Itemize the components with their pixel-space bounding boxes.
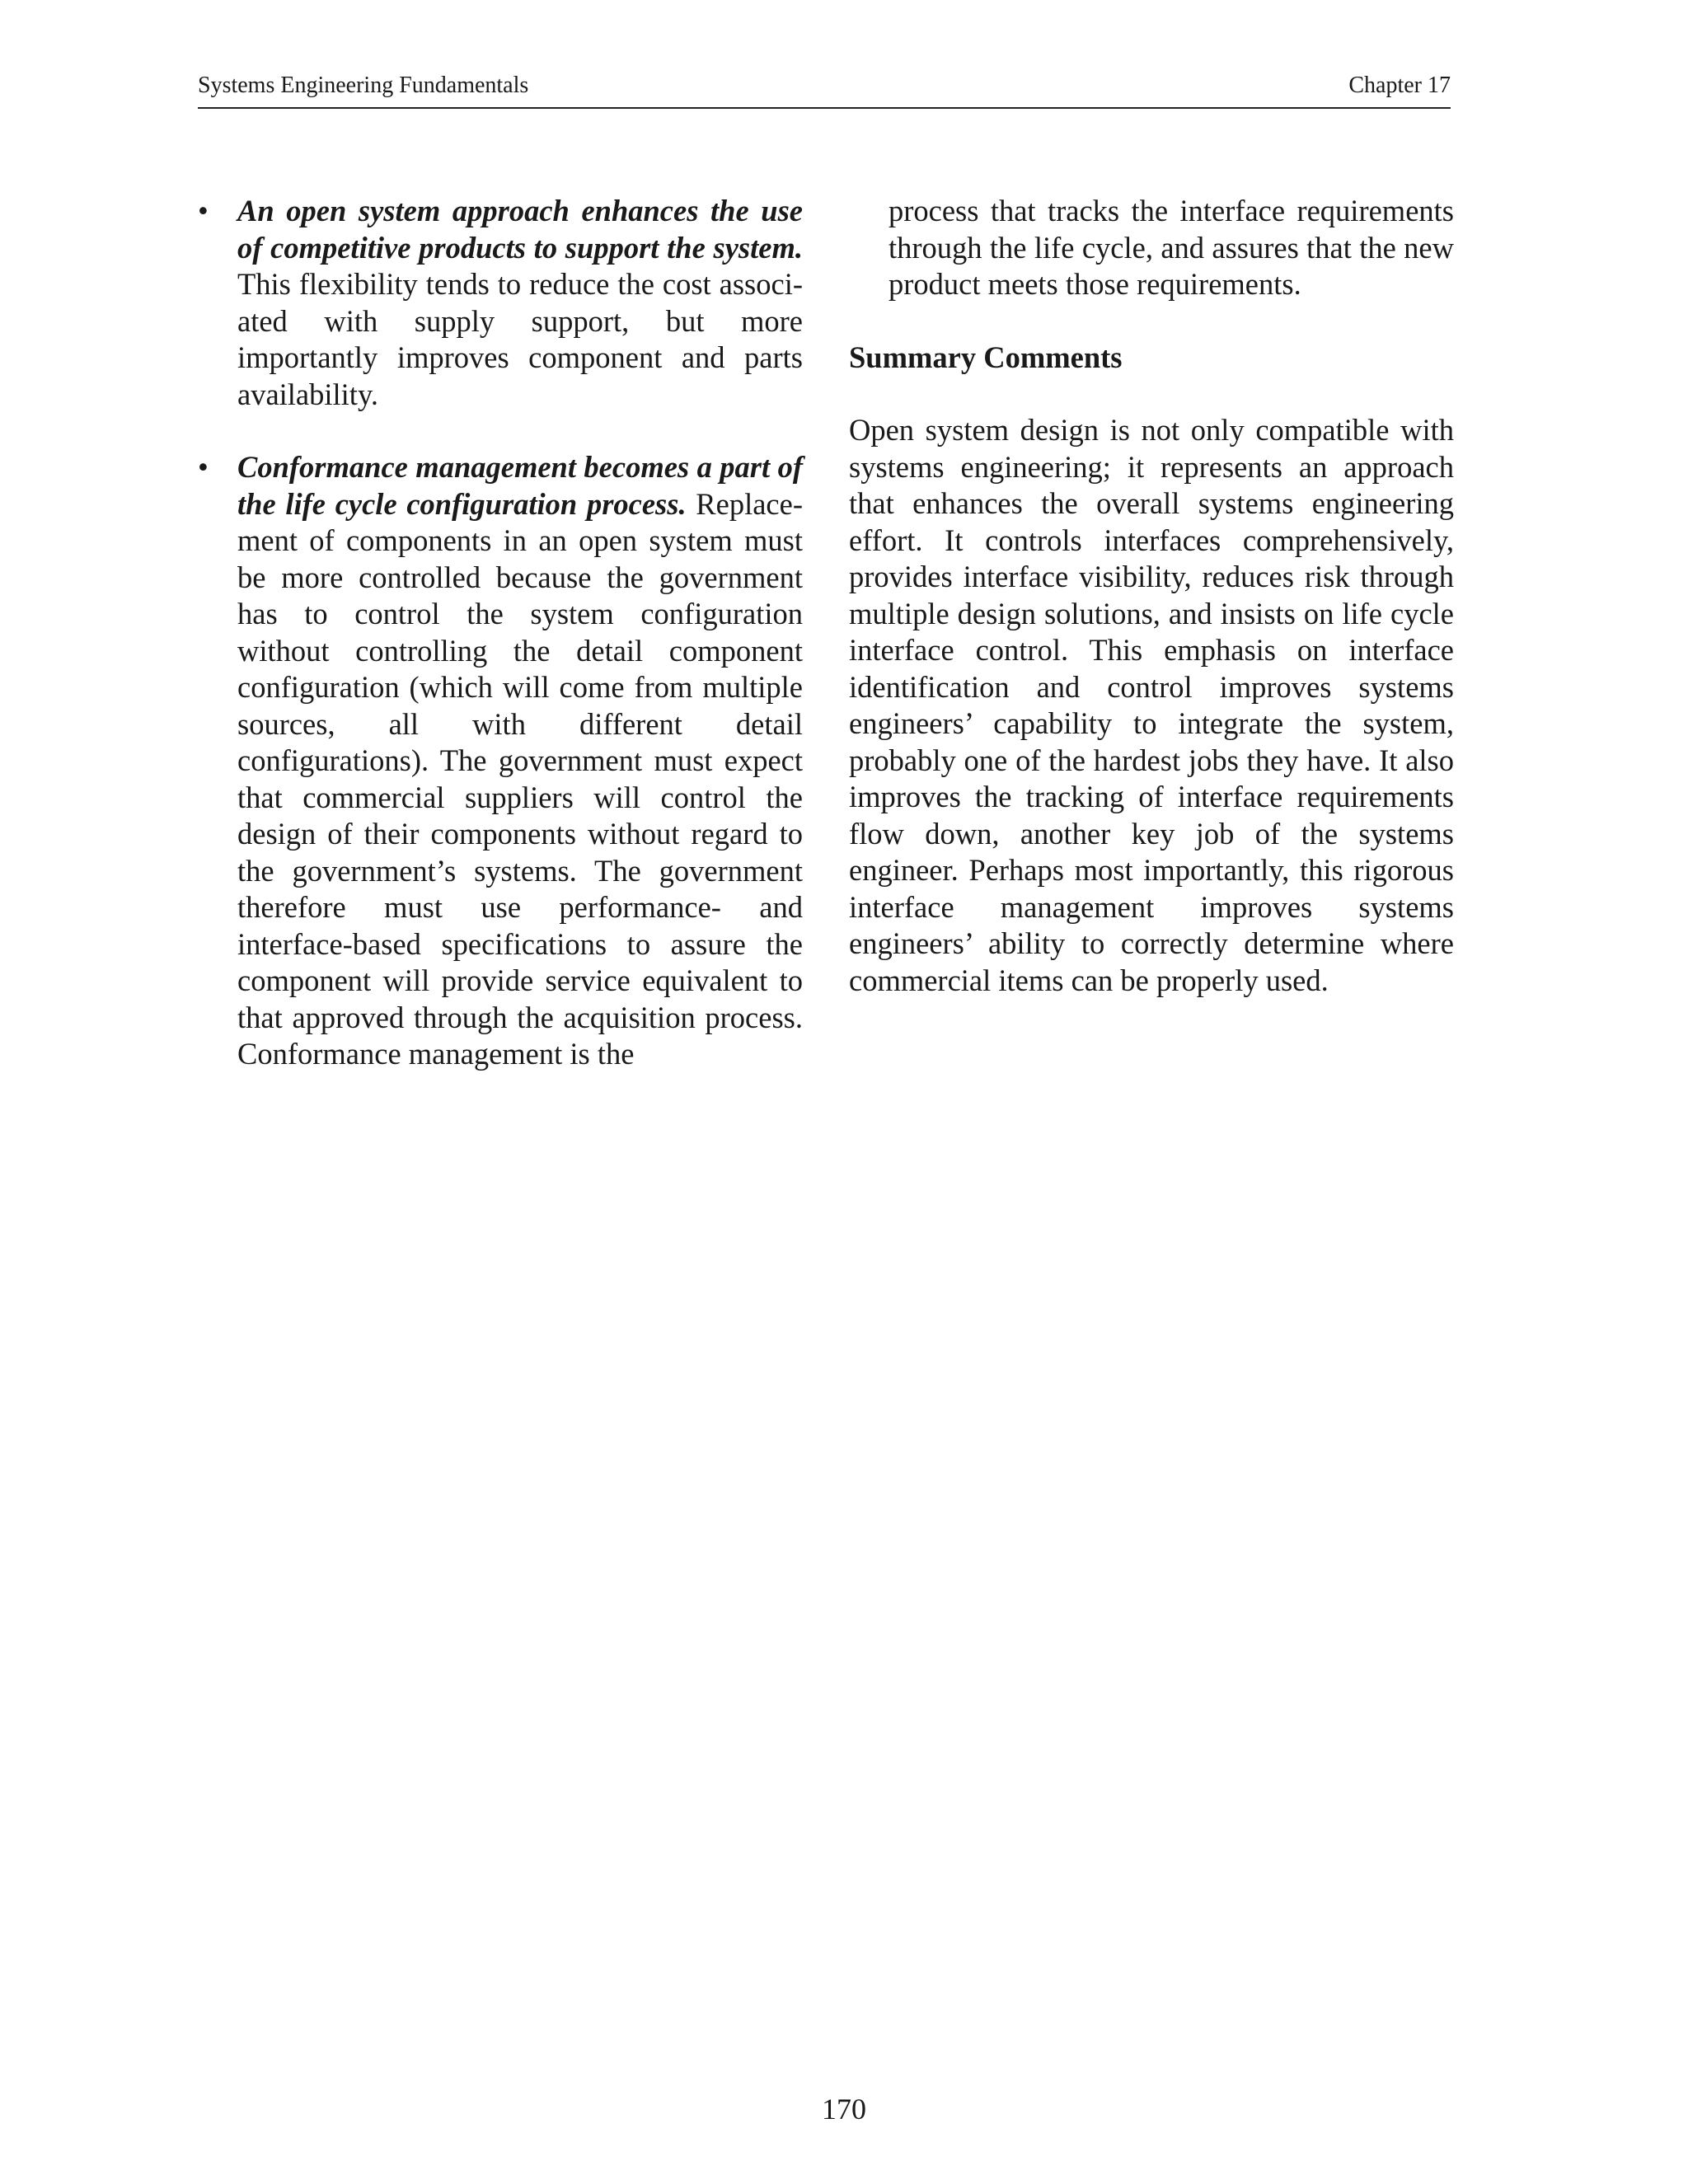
- bullet-lead-in: Conformance management becomes a part of the life cycle configuration process.: [237, 450, 803, 521]
- right-column: [849, 193, 1454, 999]
- left-column: [198, 193, 803, 1073]
- bullet-item: [198, 193, 803, 413]
- bullet-icon: •: [198, 450, 209, 484]
- bullet-icon: •: [198, 194, 209, 227]
- section-heading: Summary Comments: [849, 340, 1123, 374]
- bullet-item: [198, 449, 803, 1073]
- page-number: 170: [822, 2093, 866, 2125]
- bullet-continuation: process that tracks the interface requirements through the life cycle, and assures that the new product meets those requirements.: [889, 194, 1454, 301]
- body-paragraph: Open system design is not only compatible with systems engineering; it represents an approach that enhances the overall systems engineering effort. It controls interfaces comprehensively, provides interface visibility, reduces risk through multiple design solutions, and insists on life cycle interface control. This emphasis on interface identification and control improves systems engineers’ capability to integrate the system, probably one of the hardest jobs they have. It also improves the tracking of interface requirements flow down, another key job of the systems engineer. Perhaps most importantly, this rigorous interface management improves systems engineers’ ability to correctly determine where commercial items can be properly used.: [849, 413, 1454, 997]
- bullet-body: This flexibility tends to reduce the cost associated with supply support, but more importantly improves component and parts availability.: [237, 267, 803, 411]
- chapter-label: Chapter 17: [1348, 73, 1451, 98]
- bullet-body: Replacement of components in an open system must be more controlled because the government has to control the system configuration without controlling the detail component configuration (which will come from multiple sources, all with different detail configurations). The government must expect that commercial suppliers will control the design of their components without regard to the government’s systems. The government therefore must use performance- and interface-based specifications to assure the component will provide service equivalent to that approved through the acquisition process. Conformance management is the: [237, 486, 803, 1071]
- book-title: Systems Engineering Fundamentals: [198, 73, 529, 98]
- running-header: [198, 69, 1451, 109]
- bullet-lead-in: An open system approach enhances the use of competitive products to support the system.: [237, 194, 803, 265]
